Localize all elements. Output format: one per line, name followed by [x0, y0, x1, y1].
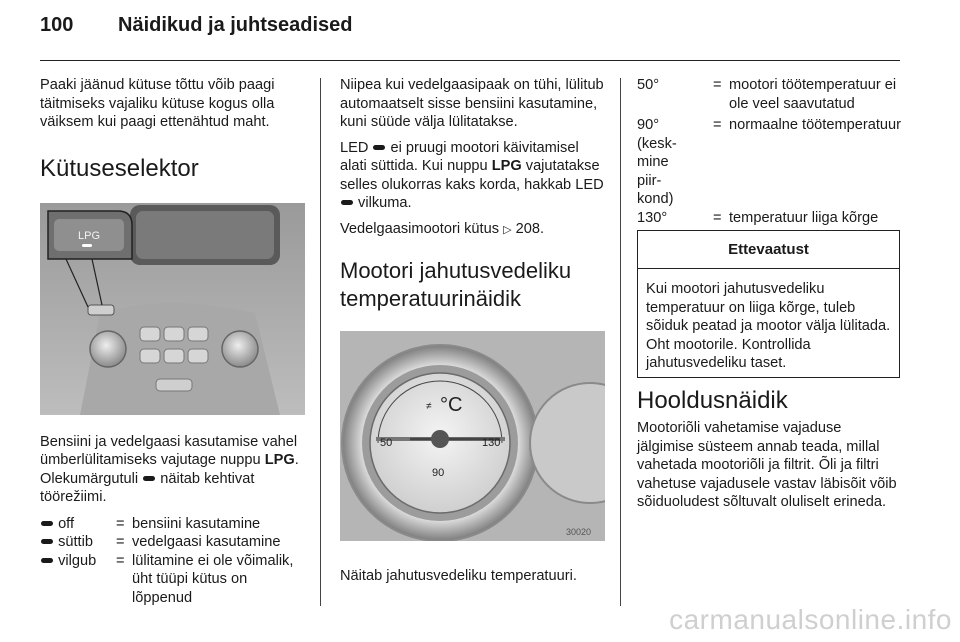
gauge-tick-130: 130 [482, 437, 501, 449]
section-heading-fuel-selector: Kütuseselektor [40, 154, 199, 182]
fuel-selector-description: Bensiini ja vedelgaasi kasutamise vahel ümberlülitamiseks vajutage nuppu LPG. Olekumärgutuli näitab kehtivat töörežiimi. [40, 433, 299, 505]
table-row: süttib = vedelgaasi kasutamine [40, 533, 305, 552]
coolant-temp-icon: ≠ [426, 401, 432, 412]
service-indicator-paragraph: Mootoriõli vahetamise vajaduse jälgimise süsteem annab teada, millal vahetada mootoriõli ja filtrit. Õli ja filtri vahetuse vajadusele vastav läbisõit võib sõiduoludest sõltuvalt oluliselt erineda. [637, 420, 897, 510]
gauge-value-table [637, 76, 902, 227]
page-number: 100 [40, 14, 74, 36]
caution-text: Kui mootori jahutusvedeliku temperatuur on liiga kõrge, tuleb sõiduk peatad ja mootor välja lülitada. Oht mootorile. Kontrollida jahutusvedeliku taset. [646, 281, 891, 371]
led-icon [41, 539, 53, 544]
column-2 [340, 76, 605, 586]
column-3 [637, 76, 902, 510]
gauge-unit: °C [440, 394, 463, 416]
led-icon [41, 521, 53, 526]
header-rule [40, 60, 900, 61]
lpg-label: LPG [264, 452, 295, 468]
led-paragraph: LED ei pruugi mootori käivitamisel alati süttida. Kui nuppu LPG vajutatakse selles olukorras kaks korda, hakkab LED vilkuma. [340, 139, 604, 211]
fuel-selector-figure [40, 203, 305, 415]
led-icon [341, 200, 353, 205]
table-row: 130° = temperatuur liiga kõrge [637, 209, 879, 226]
intro-paragraph: Paaki jäänud kütuse tõttu võib paagi täitmiseks vajaliku kütuse kogus olla väiksem kui paagi ettenähtud maht. [40, 77, 275, 130]
lpg-label: LPG [491, 158, 522, 174]
page-title: Näidikud ja juhtseadised [118, 14, 353, 36]
console-illustration [40, 203, 305, 415]
coolant-gauge-figure [340, 331, 605, 541]
led-icon [143, 476, 155, 481]
lpg-button-label: LPG [78, 229, 101, 242]
table-row: vilgub = lülitamine ei ole võimalik, üht tüüpi kütus on lõppenud [40, 552, 305, 608]
column-1 [40, 76, 305, 607]
gauge-tick-50: 50 [380, 437, 393, 449]
page-reference-link[interactable]: 208. [515, 220, 544, 237]
led-icon [41, 558, 53, 563]
led-icon [373, 145, 385, 150]
page-reference-arrow-icon: ▷ [503, 223, 512, 236]
caution-box [637, 230, 900, 378]
caution-title: Ettevaatust [638, 231, 899, 269]
section-heading-coolant-gauge: Mootori jahutusvedeliku temperatuurinäidik [340, 258, 572, 311]
section-heading-service-indicator: Hooldusnäidik [637, 387, 788, 414]
coolant-gauge-illustration [340, 331, 605, 541]
column-divider [320, 78, 321, 606]
table-row: 90° (kesk-mine piir-kond) = normaalne töötemperatuur [637, 117, 901, 207]
lpg-auto-switch-paragraph: Niipea kui vedelgaasipaak on tühi, lülitub automaatselt sisse bensiini kasutamine, kuni süüde välja lülitatakse. [340, 77, 604, 130]
lpg-fuel-reference: Vedelgaasimootori kütus ▷ 208. [340, 220, 544, 237]
figure-code: 30020 [566, 527, 592, 537]
column-divider [620, 78, 621, 606]
led-status-table [40, 515, 305, 608]
table-row: 50° = mootori töötemperatuur ei ole veel saavutatud [637, 77, 897, 112]
table-row: off = bensiini kasutamine [40, 515, 305, 534]
gauge-tick-90: 90 [432, 467, 445, 479]
lpg-led-indicator [82, 244, 92, 247]
watermark: carmanualsonline.info [669, 604, 952, 635]
gauge-caption: Näitab jahutusvedeliku temperatuuri. [340, 568, 577, 584]
